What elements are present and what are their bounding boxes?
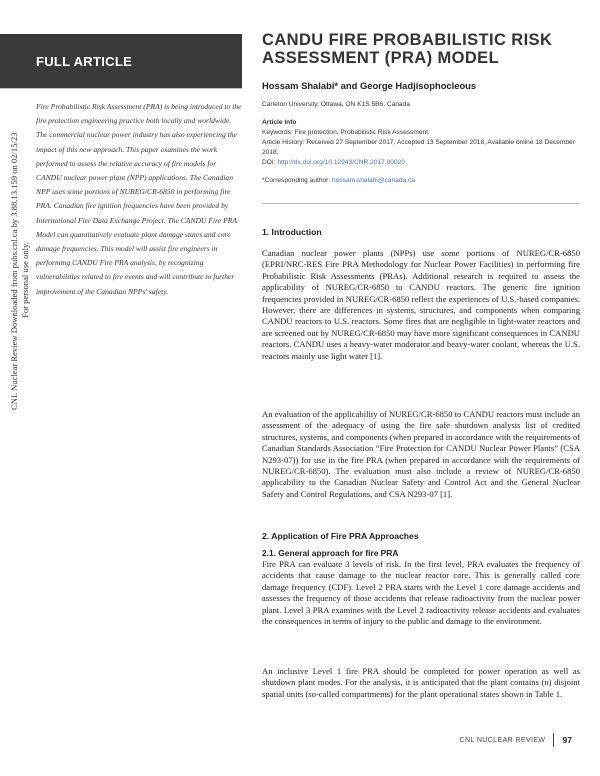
- section-2-heading: 2. Application of Fire PRA Approaches: [262, 531, 419, 541]
- section-1-heading: 1. Introduction: [262, 227, 322, 237]
- page-footer: [460, 733, 572, 747]
- article-type-banner: [0, 34, 242, 88]
- download-notice-line2: For personal use only.: [19, 242, 30, 318]
- article-history: Article History: Received 27 September 2017, Accepted 13 September 2018, Available online 18 December 2018.: [262, 139, 575, 156]
- section-1-paragraph-2: An evaluation of the applicability of NUREG/CR-6850 to CANDU reactors must include an assessment of the adequacy of using the fire safe shutdown analysis list of credited structures, systems, and components (when prepared in accordance with the requirements of Canadian Standards Association “Fire Protection for CANDU Nuclear Power Plants” (CSA N293-07)) for use in the fire PRA (when prepared in accordance with the requirements of NUREG/CR-6850). The evaluation must also include a review of NUREG/CR-6850 applicability to the Canadian Nuclear Safety and Control Act and the General Nuclear Safety and Control Regulations, and CSA N293-07 [1].: [262, 409, 580, 499]
- article-title: CANDU FIRE PROBABILISTIC RISK ASSESSMENT (PRA) MODEL: [262, 31, 553, 67]
- corresponding-author: [262, 177, 415, 184]
- affiliation: Carleton University, Ottawa, ON K1S 5B6, Canada: [262, 101, 410, 108]
- corresponding-email-link[interactable]: hossam.shalabi@canada.ca: [332, 177, 415, 184]
- article-type-label: FULL ARTICLE: [36, 53, 133, 69]
- section-2-1-paragraph-1: Fire PRA can evaluate 3 levels of risk. In the first level, PRA evaluates the frequency of accidents that cause damage to the nuclear reactor core. This is generally called core damage frequency (CDF). Level 2 PRA starts with the Level 1 core damage accidents and assesses the frequency of those accidents that release radioactivity from the nuclear power plant. Level 3 PRA examines with the Level 2 radioactivity release accidents and evaluates the consequences in terms of injury to the public and damage to the environment.: [262, 559, 580, 627]
- article-info-heading: Article Info: [262, 119, 297, 126]
- abstract: Fire Probabilistic Risk Assessment (PRA) is being introduced to the fire protection engineering practice both locally and worldwide. The commercial nuclear power industry has also experiencing the impact of this new approach. This paper examines the work performed to assess the relative accuracy of fire models for CANDU nuclear power plant (NPP) applications. The Canadian NPP uses some portions of NUREG/CR-6850 in performing fire PRA. Canadian fire ignition frequencies have been provided by International Fire Data Exchange Project. The CANDU Fire PRA Model can quantitatively evaluate plant damage states and core damage frequencies. This model will assist fire engineers in performing CANDU Fire PRA analysis, by recognizing vulnerabilities related to fire events and will contribute to further improvement of the Canadian NPPs' safety.: [36, 102, 242, 296]
- doi-link[interactable]: http://dx.doi.org/10.12943/CNR.2017.00020: [277, 159, 405, 166]
- section-1-paragraph-1: Canadian nuclear power plants (NPPs) use some portions of NUREG/CR-6850 (EPRI/NRC-RES Fire PRA Methodology for Nuclear Power Facilities) in performing fire Probabilistic Risk Assessments (PRAs). Additional research is required to assess the applicability of NUREG/CR-6850 to CANDU reactors. The generic fire ignition frequencies provided in NUREG/CR-6850 reflect the experiences of U.S.-based companies. However, there are differences in systems, structures, and components when comparing CANDU reactors to U.S. reactors. Some fires that are negligible in light-water reactors and are screened out by NUREG/CR-6850 may have more significant consequences in CANDU reactors. CANDU uses a heavy-water moderator and heavy-water coolant, whereas the U.S. reactors mainly use light water [1].: [262, 248, 580, 361]
- keywords: Keywords: Fire protection, Probabilistic Risk Assessment.: [262, 129, 430, 136]
- authors: Hossam Shalabi* and George Hadjisophocleous: [262, 80, 477, 91]
- doi-label: DOI:: [262, 159, 278, 166]
- footer-separator: [553, 733, 554, 747]
- article-info: [262, 118, 582, 168]
- corresponding-label: *Corresponding author:: [262, 177, 333, 184]
- doi-line: [262, 158, 582, 168]
- section-2-1-heading: 2.1. General approach for fire PRA: [262, 548, 399, 558]
- page-number: 97: [562, 735, 572, 745]
- download-notice: [9, 132, 30, 410]
- main-divider: [262, 203, 580, 204]
- section-2-1-paragraph-2: An inclusive Level 1 fire PRA should be completed for power operation as well as shutdown plant modes. For the analysis, it is anticipated that the plant contains (n) disjoint spatial units (so-called compartments) for the plant operational states shown in Table 1.: [262, 666, 580, 699]
- left-divider: [0, 88, 242, 89]
- download-notice-line1: CNL Nuclear Review Downloaded from pubs.cnl.ca by 3.88.13.159 on 02/15/23: [9, 132, 19, 410]
- journal-name: CNL NUCLEAR REVIEW: [459, 736, 546, 744]
